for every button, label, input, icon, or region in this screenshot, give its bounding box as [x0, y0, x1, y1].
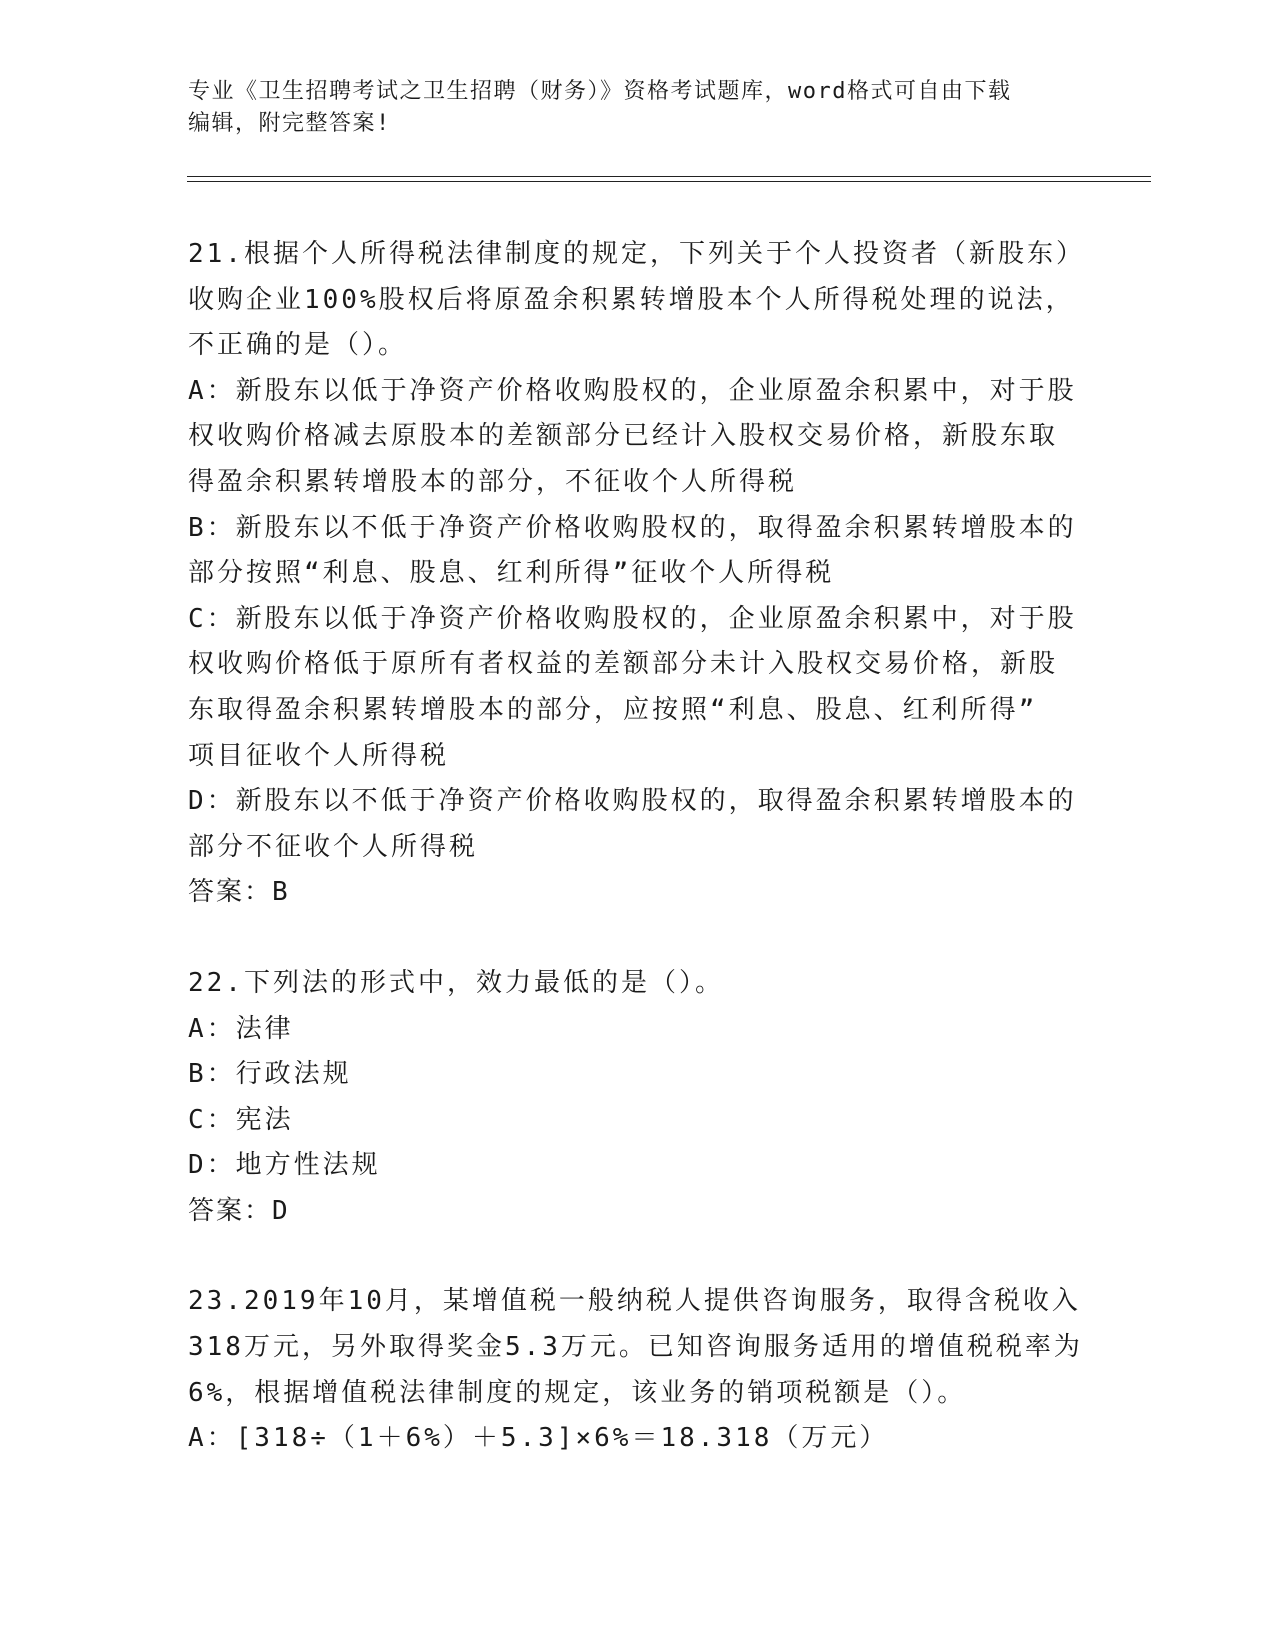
option-c-line: 项目征收个人所得税	[188, 740, 450, 771]
question-22	[188, 961, 1088, 1235]
option-b-line: B：新股东以不低于净资产价格收购股权的，取得盈余积累转增股本的	[188, 512, 1077, 543]
option-c-line: 东取得盈余积累转增股本的部分，应按照“利息、股息、红利所得”	[188, 694, 1038, 725]
question-stem-line: 6%，根据增值税法律制度的规定，该业务的销项税额是（）。	[188, 1377, 967, 1408]
question-list	[188, 232, 1088, 1462]
option-d-line: D：地方性法规	[188, 1150, 381, 1181]
question-stem-line: 收购企业100%股权后将原盈余积累转增股本个人所得税处理的说法，	[188, 284, 1075, 315]
header-divider-bottom	[187, 181, 1151, 182]
option-c-line: C：宪法	[188, 1104, 294, 1135]
question-stem-line: 不正确的是（）。	[188, 330, 408, 361]
question-stem-line: 23.2019年10月，某增值税一般纳税人提供咨询服务，取得含税收入	[188, 1286, 1081, 1317]
option-a-line: A：法律	[188, 1013, 294, 1044]
option-a-line: A：[318÷（1＋6%）＋5.3]×6%＝18.318（万元）	[188, 1423, 889, 1454]
document-header	[188, 76, 1068, 140]
question-21	[188, 232, 1088, 916]
question-stem-line: 21.根据个人所得税法律制度的规定，下列关于个人投资者（新股东）	[188, 239, 1085, 269]
header-divider-top	[187, 176, 1151, 177]
question-stem-line: 318万元，另外取得奖金5.3万元。已知咨询服务适用的增值税税率为	[188, 1332, 1083, 1363]
option-a-line: 权收购价格减去原股本的差额部分已经计入股权交易价格，新股东取	[188, 421, 1059, 452]
answer-line: 答案：B	[188, 877, 290, 908]
option-c-line: C：新股东以低于净资产价格收购股权的，企业原盈余积累中，对于股	[188, 603, 1077, 634]
option-a-line: A：新股东以低于净资产价格收购股权的，企业原盈余积累中，对于股	[188, 375, 1077, 406]
header-line-1: 专业《卫生招聘考试之卫生招聘（财务）》资格考试题库，word格式可自由下载	[188, 79, 1012, 104]
header-line-2: 编辑，附完整答案!	[188, 111, 391, 136]
option-d-line: D：新股东以不低于净资产价格收购股权的，取得盈余积累转增股本的	[188, 786, 1077, 817]
question-23	[188, 1279, 1088, 1461]
option-d-line: 部分不征收个人所得税	[188, 831, 479, 862]
option-b-line: B：行政法规	[188, 1059, 352, 1090]
answer-line: 答案：D	[188, 1195, 290, 1226]
option-b-line: 部分按照“利息、股息、红利所得”征收个人所得税	[188, 558, 835, 589]
question-spacer	[188, 1234, 1088, 1279]
question-stem-line: 22.下列法的形式中，效力最低的是（）。	[188, 967, 724, 998]
option-a-line: 得盈余积累转增股本的部分，不征收个人所得税	[188, 466, 798, 497]
question-spacer	[188, 916, 1088, 961]
option-c-line: 权收购价格低于原所有者权益的差额部分未计入股权交易价格，新股	[188, 649, 1059, 680]
